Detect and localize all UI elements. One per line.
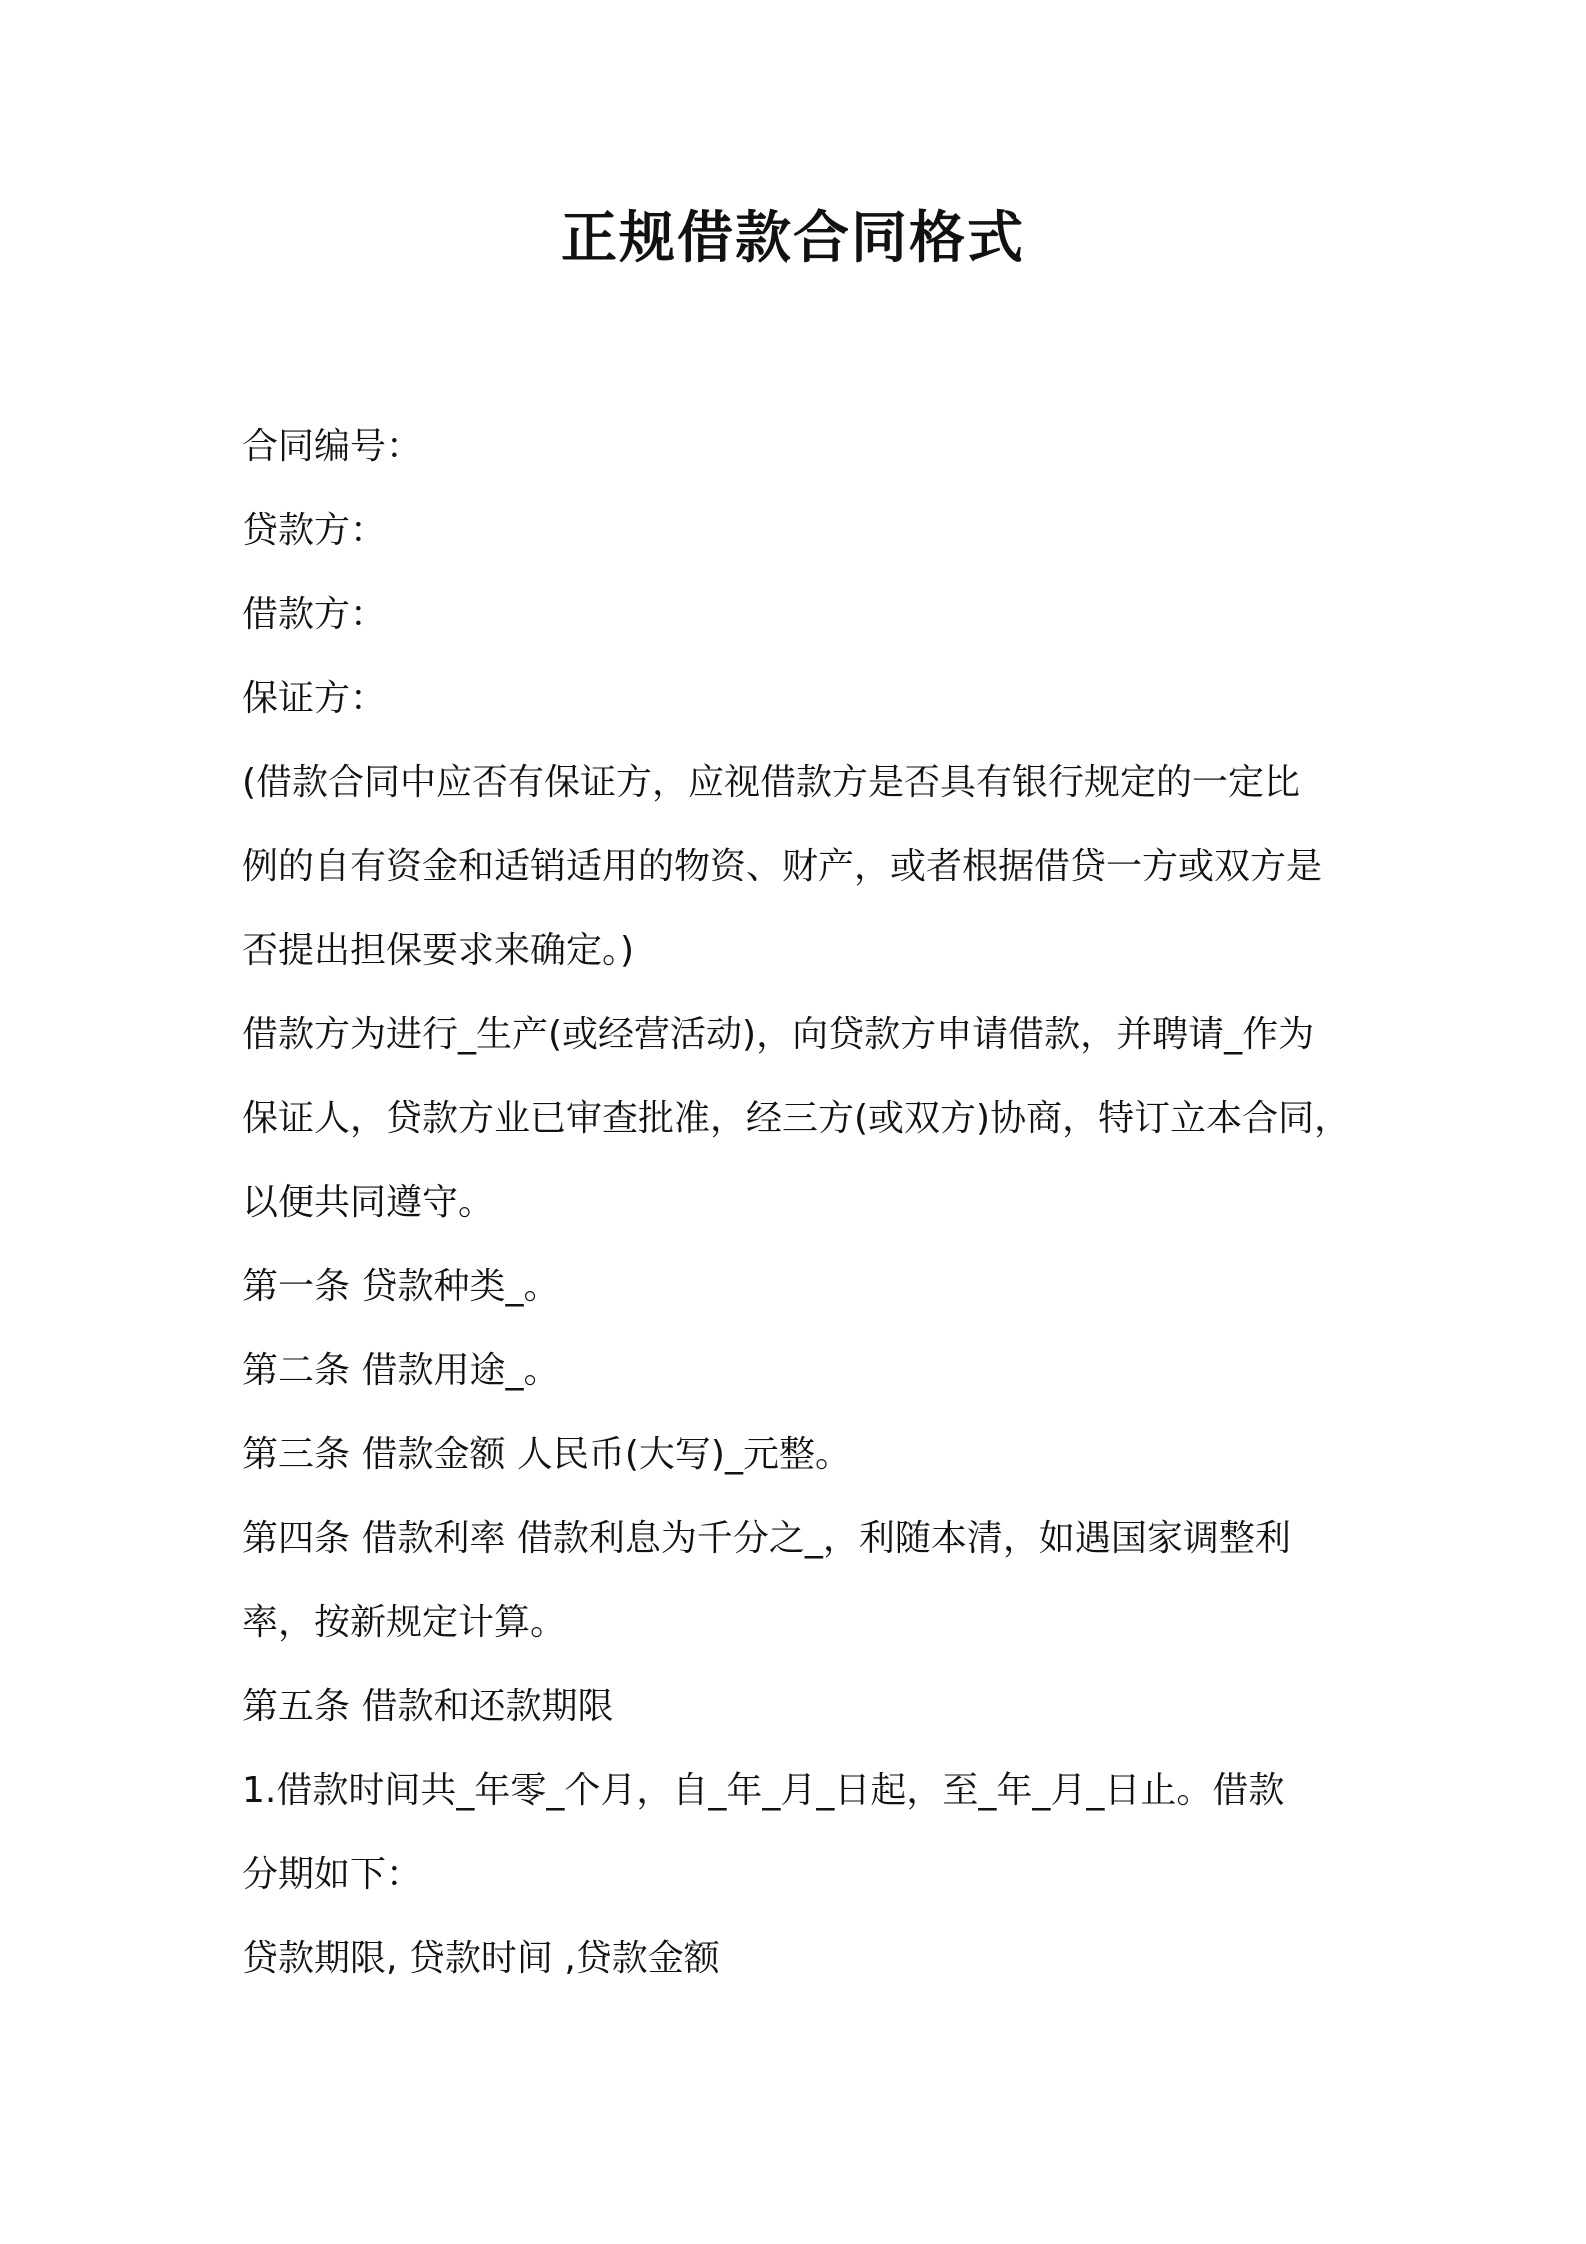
note-line: (借款合同中应否有保证方，应视借款方是否具有银行规定的一定比 bbox=[242, 762, 1301, 803]
article-5-item-1-line: 分期如下： bbox=[242, 1854, 423, 1895]
borrower-field: 借款方： bbox=[242, 594, 387, 635]
article-3: 第三条 借款金额 人民币(大写)_元整。 bbox=[242, 1434, 851, 1475]
lender-field: 贷款方： bbox=[242, 510, 387, 551]
loan-schedule-header: 贷款期限, 贷款时间 ,贷款金额 bbox=[242, 1938, 720, 1979]
guarantor-note bbox=[242, 741, 1354, 993]
preamble-line: 保证人，贷款方业已审查批准，经三方(或双方)协商，特订立本合同， bbox=[242, 1098, 1351, 1139]
contract-number-field: 合同编号： bbox=[242, 426, 423, 467]
preamble-paragraph bbox=[242, 993, 1354, 1245]
note-line: 例的自有资金和适销适用的物资、财产，或者根据借贷一方或双方是 bbox=[242, 846, 1323, 887]
note-line: 否提出担保要求来确定。) bbox=[242, 930, 635, 971]
article-5: 第五条 借款和还款期限 bbox=[242, 1686, 614, 1727]
article-4-line: 第四条 借款利率 借款利息为千分之_，利随本清，如遇国家调整利 bbox=[242, 1518, 1291, 1559]
preamble-line: 借款方为进行_生产(或经营活动)，向贷款方申请借款，并聘请_作为 bbox=[242, 1014, 1315, 1055]
article-5-item-1-line: 1.借款时间共_年零_个月，自_年_月_日起，至_年_月_日止。借款 bbox=[242, 1770, 1285, 1811]
document-title: 正规借款合同格式 bbox=[561, 206, 1025, 271]
article-1: 第一条 贷款种类_。 bbox=[242, 1266, 560, 1307]
article-4 bbox=[242, 1497, 1354, 1665]
article-2: 第二条 借款用途_。 bbox=[242, 1350, 560, 1391]
guarantor-field: 保证方： bbox=[242, 678, 387, 719]
article-5-item-1 bbox=[242, 1749, 1354, 1917]
article-4-line: 率，按新规定计算。 bbox=[242, 1602, 567, 1643]
document-body bbox=[242, 405, 1354, 2001]
preamble-line: 以便共同遵守。 bbox=[242, 1182, 495, 1223]
